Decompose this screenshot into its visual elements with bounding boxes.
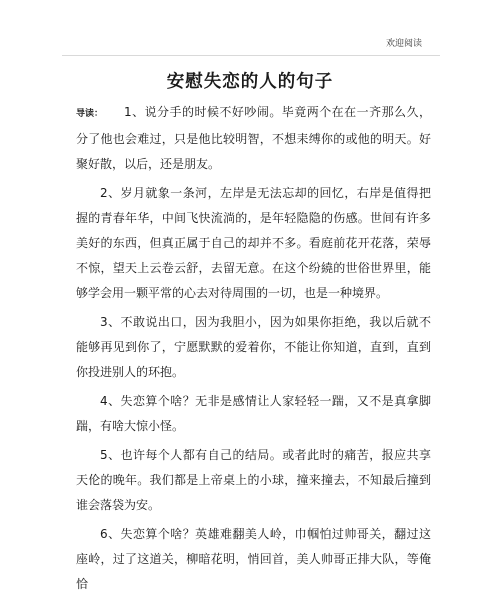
document-body <box>76 100 431 601</box>
paragraph-6: 6、失恋算个啥？英雄难翻美人岭，巾帼怕过帅哥关，翻过这座岭，过了这道关，柳暗花明，悄回首，美人帅哥正排大队，等俺恰 <box>76 527 431 591</box>
paragraph-1 <box>76 100 431 177</box>
paragraph-2: 2、岁月就象一条河，左岸是无法忘却的回忆，右岸是值得把握的青春年华，中间飞快流淌的，是年轻隐隐的伤感。世间有许多美好的东西，但真正属于自己的却并不多。看庭前花开花落，荣辱不惊，望天上云卷云舒，去留无意。在这个纷繞的世俗世界里，能够学会用一颗平常的心去对待周围的一切，也是一种境界。 <box>76 186 431 300</box>
paragraph-1-text: 1、说分手的时候不好吵闹。毕竟两个在在一齐那么久，分了他也会难过，只是他比较明智，不想耒缚你的或他的明天。好聚好散，以后，还是朋友。 <box>76 105 431 171</box>
page-header <box>62 0 440 56</box>
header-note: 欢迎阅读 <box>385 39 422 49</box>
intro-label: 导读： <box>76 109 104 119</box>
paragraph-5: 5、也许每个人都有自己的结局。或者此时的痛苦，报应共享天伦的晚年。我们都是上帝桌上的小球，撞来撞去，不知最后撞到谁会落袋为安。 <box>76 448 431 512</box>
document-title: 安慰失恋的人的句子 <box>166 72 334 92</box>
paragraph-4: 4、失恋算个啥？无非是感情让人家轻轻一踹，又不是真拿脚踹，有啥大惊小怪。 <box>76 394 431 433</box>
paragraph-3: 3、不敢说出口，因为我胆小，因为如果你拒绝，我以后就不能够再见到你了，宁愿默默的爱着你，不能让你知道，直到，直到你投进别人的环抱。 <box>76 315 431 379</box>
